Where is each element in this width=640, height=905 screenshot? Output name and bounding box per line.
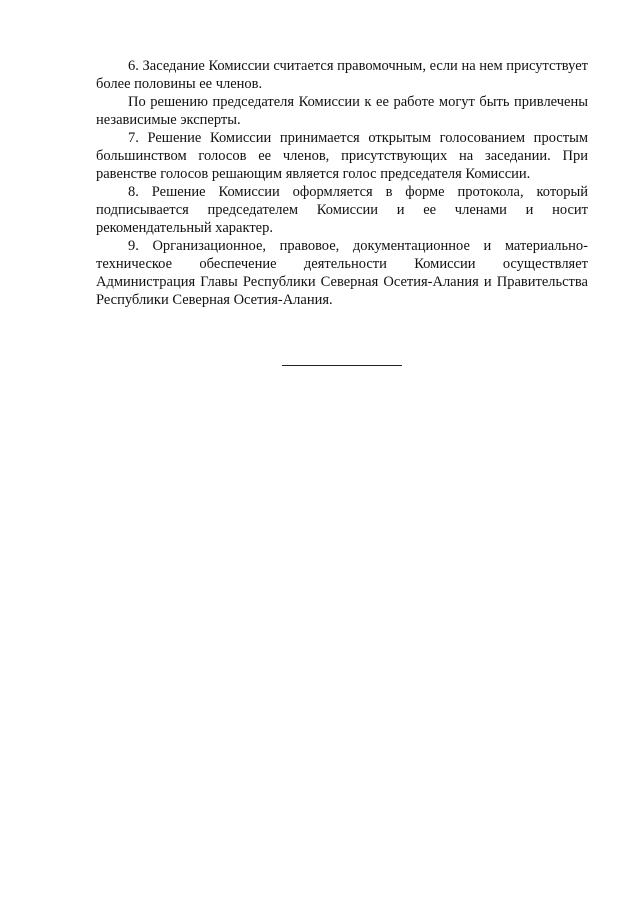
end-divider-line <box>282 365 402 366</box>
paragraph-protocol: 8. Решение Комиссии оформляется в форме протокола, который подписывается председателем Комиссии и ее членами и носит рекомендательный характер. <box>96 184 588 236</box>
paragraph-support: 9. Организационное, правовое, документационное и материально-техническое обеспечение деятельности Комиссии осуществляет Администрация Главы Республики Северная Осетия-Алания и Правительства Республики Северная Осетия-Алания. <box>96 238 588 308</box>
document-body <box>96 57 588 309</box>
paragraph-voting: 7. Решение Комиссии принимается открытым голосованием простым большинством голосов ее членов, присутствующих на заседании. При равенстве голосов решающим является голос председателя Комиссии. <box>96 130 588 182</box>
paragraph-quorum: 6. Заседание Комиссии считается правомочным, если на нем присутствует более половины ее членов. <box>96 58 588 92</box>
paragraph-experts: По решению председателя Комиссии к ее работе могут быть привлечены независимые эксперты. <box>96 94 588 128</box>
